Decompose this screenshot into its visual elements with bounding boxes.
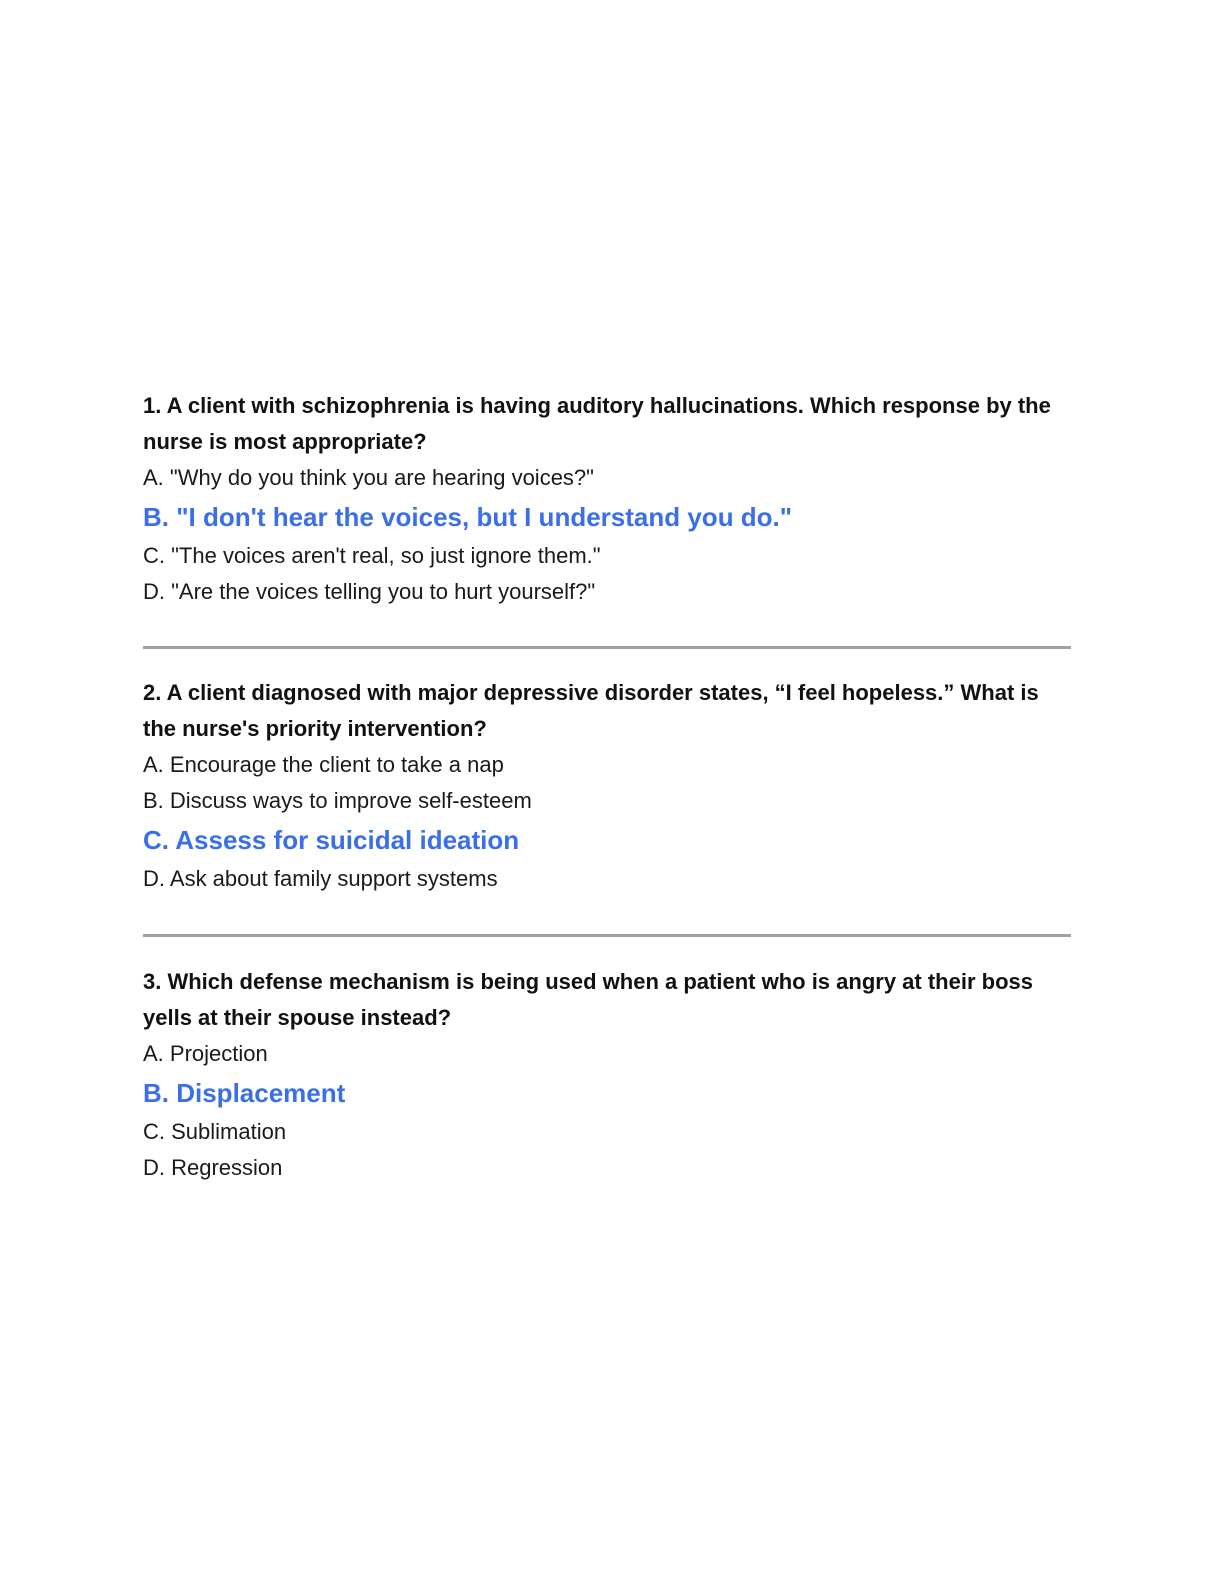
divider [143,646,1071,649]
divider [143,934,1071,937]
question-3 [143,964,1073,1186]
question-1 [143,388,1073,610]
option-c: C. Sublimation [143,1119,287,1144]
option-d: D. Regression [143,1155,283,1180]
option-c-correct-answer: C. Assess for suicidal ideation [143,825,520,855]
option-a: A. Encourage the client to take a nap [143,752,504,777]
option-c: C. "The voices aren't real, so just ignore them." [143,543,601,568]
option-a: A. "Why do you think you are hearing voices?" [143,465,594,490]
option-d: D. "Are the voices telling you to hurt yourself?" [143,579,596,604]
option-b-correct-answer: B. Displacement [143,1078,346,1108]
quiz-page [143,388,1073,1186]
option-a: A. Projection [143,1041,268,1066]
question-2 [143,675,1073,897]
question-text: 3. Which defense mechanism is being used when a patient who is angry at their boss yells at their spouse instead? [143,969,1033,1030]
option-b: B. Discuss ways to improve self-esteem [143,788,532,813]
option-b-correct-answer: B. "I don't hear the voices, but I understand you do." [143,502,793,532]
option-d: D. Ask about family support systems [143,866,498,891]
question-text: 2. A client diagnosed with major depressive disorder states, “I feel hopeless.” What is the nurse's priority intervention? [143,680,1039,741]
question-text: 1. A client with schizophrenia is having auditory hallucinations. Which response by the nurse is most appropriate? [143,393,1051,454]
